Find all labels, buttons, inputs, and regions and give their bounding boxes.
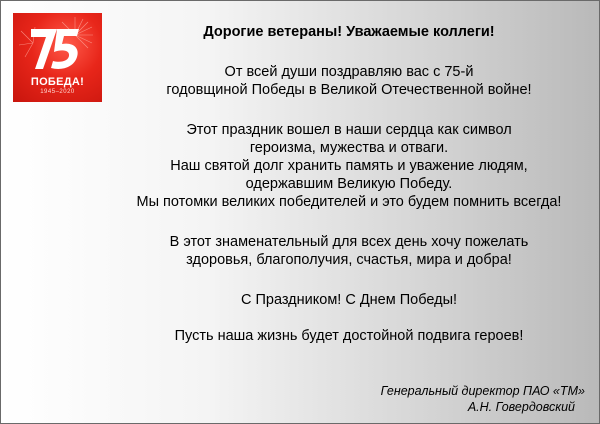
letter-line: С Праздником! С Днем Победы! xyxy=(240,292,458,308)
letter-heading: Дорогие ветераны! Уважаемые коллеги! xyxy=(203,24,495,40)
letter-line: Пусть наша жизнь будет достойной подвига героев! xyxy=(174,328,524,344)
logo-word: ПОБЕДА! xyxy=(30,76,85,88)
signature-title: Генеральный директор ПАО «ТМ» xyxy=(380,384,585,398)
letter-line: В этот знаменательный для всех день хочу пожелать xyxy=(169,234,529,250)
letter-line: годовщиной Победы в Великой Отечественной войне! xyxy=(166,82,532,98)
letter-line: Мы потомки великих победителей и это будем помнить всегда! xyxy=(136,194,562,210)
logo-years: 1945–2020 xyxy=(40,89,75,95)
victory-75-logo xyxy=(13,13,102,102)
letter-line: От всей души поздравляю вас с 75-й xyxy=(224,64,474,80)
letter-line: Наш святой долг хранить память и уважение людям, xyxy=(170,158,528,174)
letter-line: героизма, мужества и отваги. xyxy=(249,140,449,156)
signature-name: А.Н. Говердовский xyxy=(467,400,575,414)
letter-line: Этот праздник вошел в наши сердца как символ xyxy=(186,122,512,138)
letter-line: одержавшим Великую Победу. xyxy=(245,176,453,192)
letter-line: здоровья, благополучия, счастья, мира и добра! xyxy=(186,252,512,268)
